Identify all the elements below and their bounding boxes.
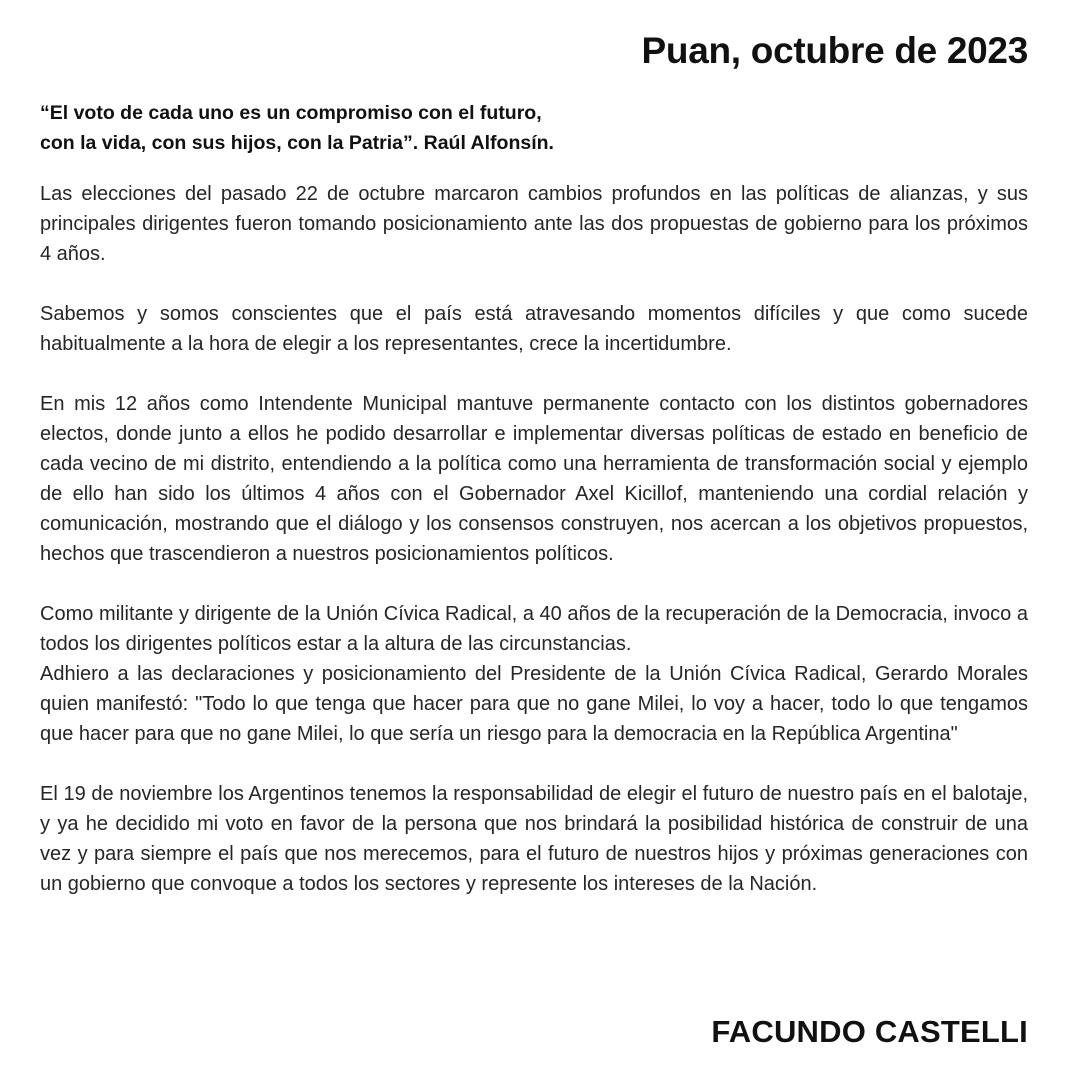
- quote-line-1: “El voto de cada uno es un compromiso con el futuro,: [40, 102, 542, 124]
- letter-body: [40, 179, 1028, 929]
- paragraph-militancy: Como militante y dirigente de la Unión Cívica Radical, a 40 años de la recuperación de la Democracia, invoco a todos los dirigentes políticos estar a la altura de las circunstancias.: [40, 603, 1028, 655]
- paragraph-elections: Las elecciones del pasado 22 de octubre marcaron cambios profundos en las políticas de alianzas, y sus principales dirigentes fueron tomando posicionamiento ante las dos propuestas de gobierno para los próximos 4 años.: [40, 183, 1028, 265]
- paragraph-ballot: El 19 de noviembre los Argentinos tenemos la responsabilidad de elegir el futuro de nuestro país en el balotaje, y ya he decidido mi voto en favor de la persona que nos brindará la posibilidad histórica de construir de una vez y para siempre el país que nos merecemos, para el futuro de nuestros hijos y próximas generaciones con un gobierno que convoque a todos los sectores y represente los intereses de la Nación.: [40, 783, 1028, 895]
- quote-line-2: con la vida, con sus hijos, con la Patria”. Raúl Alfonsín.: [40, 132, 554, 154]
- epigraph-quote: [40, 98, 554, 158]
- paragraph-uncertainty: Sabemos y somos conscientes que el país está atravesando momentos difíciles y que como sucede habitualmente a la hora de elegir a los representantes, crece la incertidumbre.: [40, 303, 1028, 355]
- paragraph-adhesion: Adhiero a las declaraciones y posicionamiento del Presidente de la Unión Cívica Radical, Gerardo Morales quien manifestó: "Todo lo que tenga que hacer para que no gane Milei, lo voy a hacer, todo lo que tengamos que hacer para que no gane Milei, lo que sería un riesgo para la democracia en la República Argentina": [40, 663, 1028, 745]
- signature: FACUNDO CASTELLI: [711, 1014, 1028, 1049]
- dateline: Puan, octubre de 2023: [641, 30, 1028, 71]
- paragraph-experience: En mis 12 años como Intendente Municipal mantuve permanente contacto con los distintos gobernadores electos, donde junto a ellos he podido desarrollar e implementar diversas políticas de estado en beneficio de cada vecino de mi distrito, entendiendo a la política como una herramienta de transformación social y ejemplo de ello han sido los últimos 4 años con el Gobernador Axel Kicillof, manteniendo una cordial relación y comunicación, mostrando que el diálogo y los consensos construyen, nos acercan a los objetivos propuestos, hechos que trascendieron a nuestros posicionamientos políticos.: [40, 393, 1028, 565]
- letter-page: [40, 0, 1028, 1080]
